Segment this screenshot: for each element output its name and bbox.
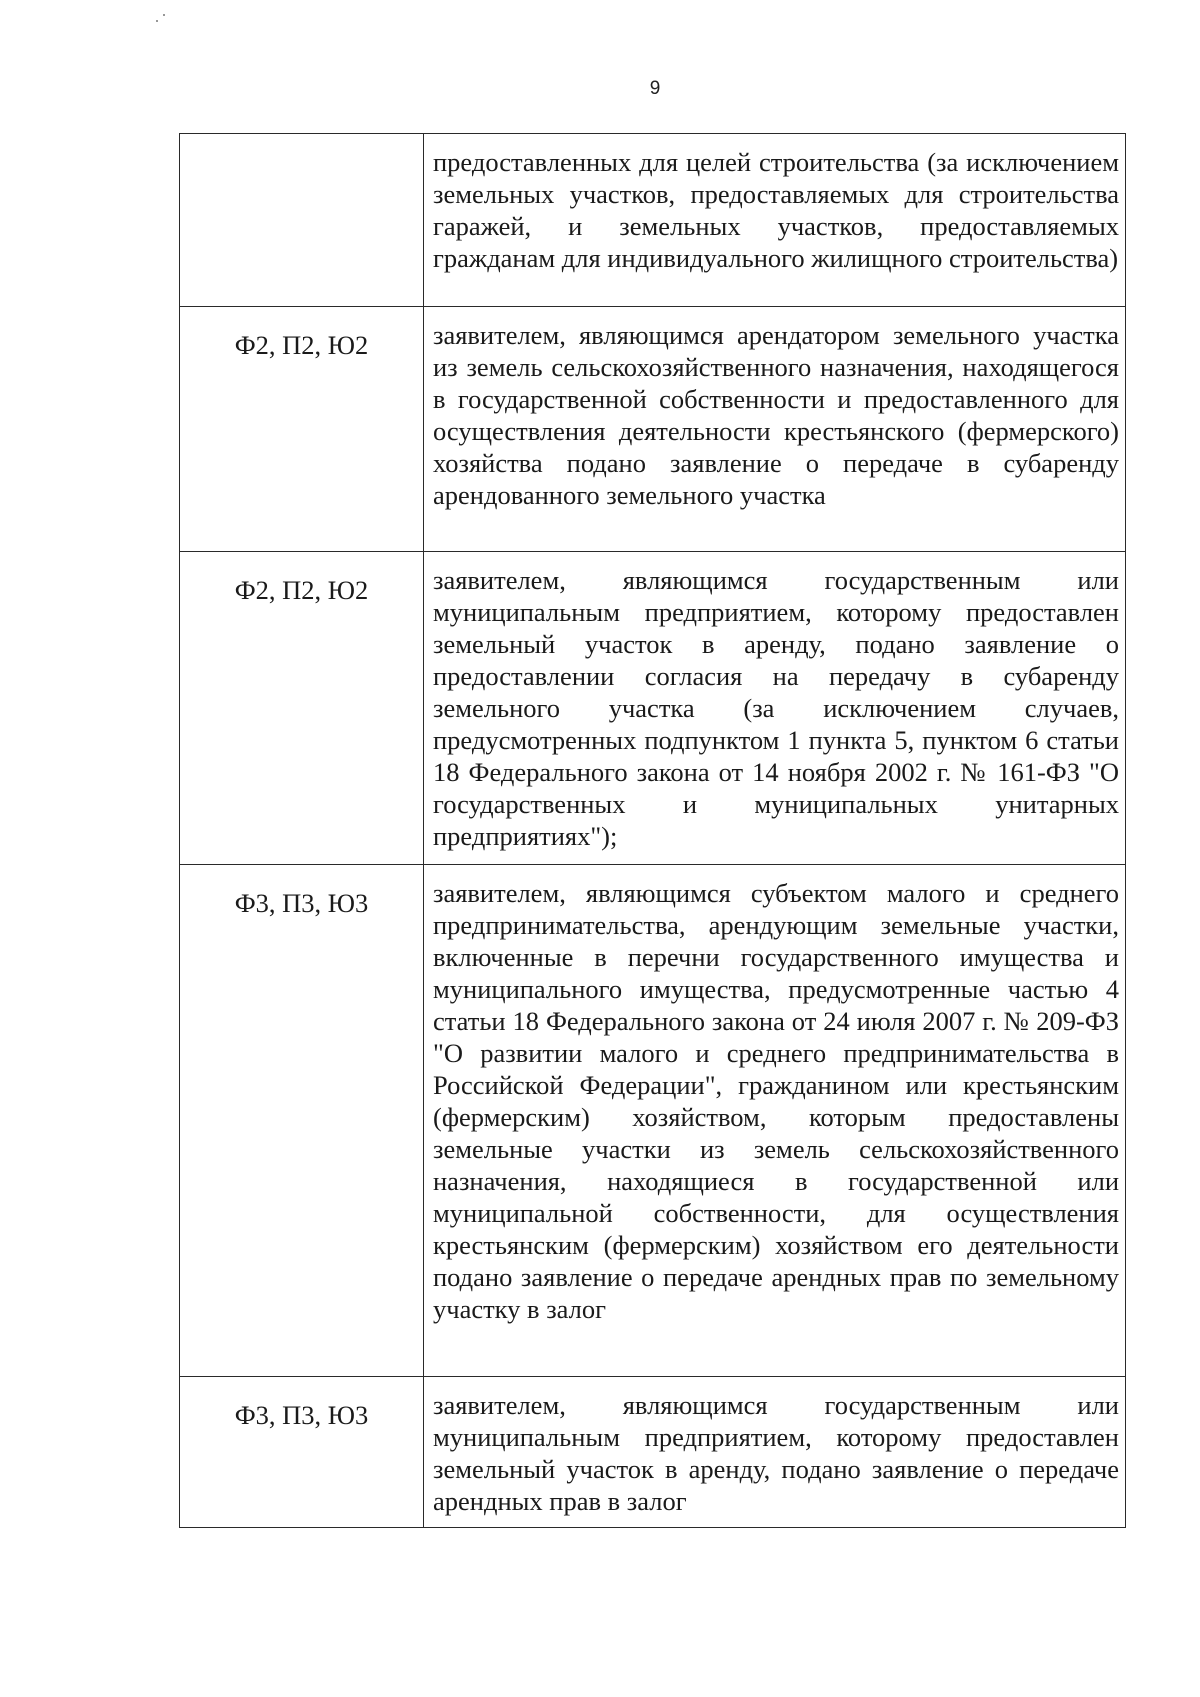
- code-cell: Ф2, П2, Ю2: [180, 552, 424, 865]
- table-row: [180, 1377, 1126, 1528]
- page-number: 9: [649, 78, 661, 99]
- scan-artifact-dot: [156, 20, 158, 22]
- table-row: [180, 307, 1126, 552]
- description-cell: заявителем, являющимся субъектом малого и среднего предпринимательства, арендующим земельные участки, включенные в перечни государственного имущества и муниципального имущества, предусмотренные частью 4 статьи 18 Федерального закона от 24 июля 2007 г. № 209-ФЗ "О развитии малого и среднего предпринимательства в Российской Федерации", гражданином или крестьянским (фермерским) хозяйством, которым предоставлены земельные участки из земель сельскохозяйственного назначения, находящиеся в государственной или муниципальной собственности, для осуществления крестьянским (фермерским) хозяйством его деятельности подано заявление о передаче арендных прав по земельному участку в залог: [424, 865, 1126, 1377]
- description-cell: предоставленных для целей строительства (за исключением земельных участков, предоставляемых для строительства гаражей, и земельных участков, предоставляемых гражданам для индивидуального жилищного строительства): [424, 134, 1126, 307]
- code-cell: [180, 134, 424, 307]
- table-row: [180, 134, 1126, 307]
- document-table: [179, 133, 1126, 1528]
- scan-artifact-dot: [163, 14, 165, 16]
- code-cell: Ф3, П3, Ю3: [180, 1377, 424, 1528]
- code-cell: Ф3, П3, Ю3: [180, 865, 424, 1377]
- code-cell: Ф2, П2, Ю2: [180, 307, 424, 552]
- table-row: [180, 865, 1126, 1377]
- description-cell: заявителем, являющимся арендатором земельного участка из земель сельскохозяйственного назначения, находящегося в государственной собственности и предоставленного для осуществления деятельности крестьянского (фермерского) хозяйства подано заявление о передаче в субаренду арендованного земельного участка: [424, 307, 1126, 552]
- description-cell: заявителем, являющимся государственным или муниципальным предприятием, которому предоставлен земельный участок в аренду, подано заявление о предоставлении согласия на передачу в субаренду земельного участка (за исключением случаев, предусмотренных подпунктом 1 пункта 5, пунктом 6 статьи 18 Федерального закона от 14 ноября 2002 г. № 161-ФЗ "О государственных и муниципальных унитарных предприятиях");: [424, 552, 1126, 865]
- description-cell: заявителем, являющимся государственным или муниципальным предприятием, которому предоставлен земельный участок в аренду, подано заявление о передаче арендных прав в залог: [424, 1377, 1126, 1528]
- table-row: [180, 552, 1126, 865]
